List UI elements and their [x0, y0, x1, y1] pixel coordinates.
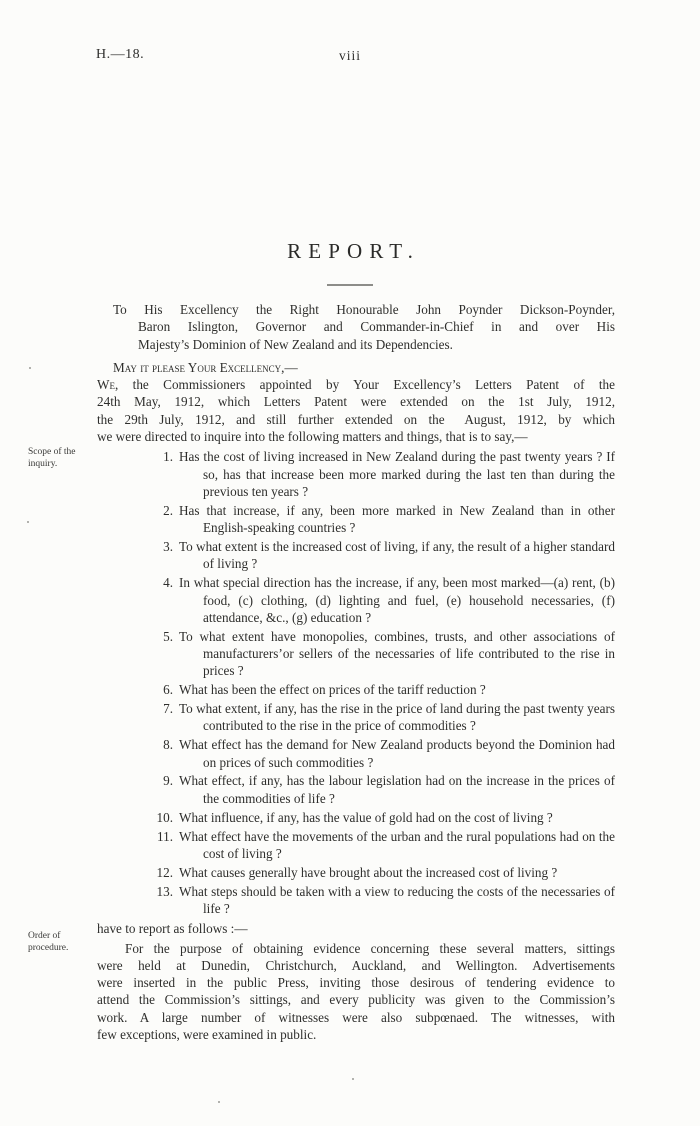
- question-text: To what extent is the increased cost of living, if any, the result of a higher standard of living ?: [179, 539, 615, 572]
- question-item: [147, 772, 615, 807]
- paragraph-line: 24th May, 1912, which Letters Patent were extended on the 1st July, 1912,: [97, 394, 615, 410]
- procedure-paragraph: [97, 940, 615, 1044]
- paragraph-line: Majesty’s Dominion of New Zealand and its Dependencies.: [138, 336, 453, 352]
- question-item: [147, 681, 615, 698]
- question-item: [147, 448, 615, 500]
- question-text: In what special direction has the increase, if any, been most marked—(a) rent, (b) food, (c) clothing, (d) lighting and fuel, (e) household necessaries, (f) attendance, &c., (g) education ?: [179, 575, 615, 625]
- scan-artifact: [218, 1101, 220, 1103]
- paragraph-line: were held at Dunedin, Christchurch, Auckland, and Wellington. Advertisements: [97, 957, 615, 973]
- question-text: What effect, if any, has the labour legislation had on the increase in the prices of the commodities of life ?: [179, 773, 615, 806]
- scan-artifact: [27, 521, 29, 523]
- question-text: Has that increase, if any, been more marked in New Zealand than in other English-speaking countries ?: [179, 502, 615, 536]
- header-page-number: viii: [338, 48, 361, 63]
- question-text: Has the cost of living increased in New Zealand during the past twenty years ? If so, has that increase been more marked during the last ten than during the previous ten years ?: [179, 449, 615, 499]
- paragraph-line: attend the Commission’s sittings, and every publicity was given to the Commission’s: [97, 992, 615, 1008]
- question-item: [147, 883, 615, 918]
- paragraph-line: we were directed to inquire into the following matters and things, that is to say,—: [97, 429, 528, 445]
- question-text: To what extent, if any, has the rise in the price of land during the past twenty years contributed to the rise in the price of commodities ?: [179, 701, 615, 734]
- small-caps-lead: We: [97, 377, 115, 393]
- questions-list: [147, 448, 615, 917]
- paragraph-line: For the purpose of obtaining evidence concerning these several matters, sittings: [125, 940, 615, 956]
- question-number: 8.: [163, 737, 173, 753]
- question-number: 2.: [163, 502, 173, 518]
- question-number: 13.: [156, 883, 173, 899]
- paragraph-line: Baron Islington, Governor and Commander-in-Chief in and over His: [138, 319, 615, 335]
- scan-artifact: [29, 367, 31, 369]
- header-doc-ref: H.—18.: [96, 47, 145, 62]
- margin-note-order: Order of procedure.: [28, 931, 69, 953]
- closing-line: have to report as follows :—: [97, 921, 248, 937]
- question-number: 12.: [156, 864, 173, 880]
- question-number: 11.: [157, 828, 173, 844]
- title-rule: [327, 284, 373, 286]
- question-item: [147, 828, 615, 863]
- question-item: [147, 628, 615, 680]
- paragraph-line: To His Excellency the Right Honourable John Poynder Dickson-Poynder,: [113, 302, 615, 317]
- paragraph-line: few exceptions, were examined in public.: [97, 1027, 317, 1042]
- question-number: 6.: [163, 682, 173, 698]
- question-item: [147, 700, 615, 735]
- report-title: REPORT.: [287, 239, 421, 263]
- question-text: What steps should be taken with a view to reducing the costs of the necessaries of life ?: [179, 883, 615, 916]
- question-number: 9.: [163, 773, 173, 789]
- question-number: 7.: [163, 701, 173, 717]
- question-item: [147, 736, 615, 771]
- question-item: [147, 538, 615, 573]
- question-text: What effect have the movements of the urban and the rural populations had on the cost of living ?: [179, 828, 615, 861]
- question-number: 4.: [163, 575, 173, 591]
- paragraph-line: We, the Commissioners appointed by Your Excellency’s Letters Patent of the: [97, 377, 615, 393]
- paragraph-line: were inserted in the public Press, inviting those desirous of tendering evidence to: [97, 975, 615, 991]
- paragraph-line: work. A large number of witnesses were also subpœnaed. The witnesses, with: [97, 1009, 615, 1025]
- question-item: [147, 502, 615, 537]
- question-number: 5.: [163, 628, 173, 644]
- question-item: [147, 809, 615, 826]
- opening-paragraph: [97, 376, 615, 445]
- question-number: 10.: [156, 809, 173, 825]
- paragraph-line: the 29th July, 1912, and still further extended on the August, 1912, by which: [97, 411, 615, 427]
- margin-note-scope: Scope of the inquiry.: [28, 447, 76, 469]
- question-text: What influence, if any, has the value of gold had on the cost of living ?: [179, 809, 553, 825]
- question-item: [147, 864, 615, 881]
- question-number: 3.: [163, 539, 173, 555]
- content-column: [97, 301, 615, 1043]
- question-text: To what extent have monopolies, combines, trusts, and other associations of manufacturers’or sellers of the necessaries of life contributed to the rise in prices ?: [179, 628, 615, 679]
- question-text: What has been the effect on prices of the tariff reduction ?: [179, 682, 486, 698]
- address-block: [97, 301, 615, 353]
- question-number: 1.: [163, 449, 173, 465]
- question-item: [147, 574, 615, 626]
- question-text: What causes generally have brought about the increased cost of living ?: [179, 864, 558, 880]
- salutation: May it please Your Excellency,—: [113, 359, 298, 375]
- question-text: What effect has the demand for New Zealand products beyond the Dominion had on prices of such commodities ?: [179, 737, 615, 770]
- scan-artifact: [352, 1078, 354, 1080]
